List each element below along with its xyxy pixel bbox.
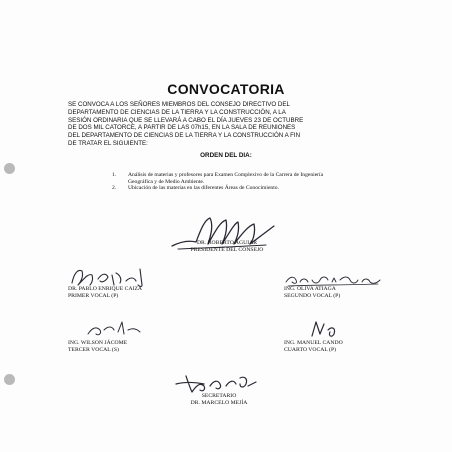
agenda-item-text: Análisis de materias y profesores para Examen Complexivo de la Carrera de Ingeniería xyxy=(128,172,324,178)
signatory-name: DR. ROBERTO AGUIAR xyxy=(196,240,258,246)
paragraph-line: DE DOS MIL CATORCE, A PARTIR DE LAS 07h15, EN LA SALA DE REUNIONES xyxy=(68,124,296,132)
paragraph-line: SE CONVOCA A LOS SEÑORES MIEMBROS DEL CONSEJO DIRECTIVO DEL xyxy=(68,101,290,108)
agenda-heading: ORDEN DEL DIA: xyxy=(200,152,252,159)
convocation-paragraph xyxy=(68,101,394,148)
fourth-vocal-signature-block xyxy=(284,340,343,353)
punch-hole xyxy=(4,374,15,385)
signatory-name: DR. MARCELO MEJÍA xyxy=(190,399,248,406)
paragraph-line: SESIÓN ORDINARIA QUE SE LLEVARÁ A CABO EL DÍA JUEVES 23 DE OCTUBRE xyxy=(68,116,304,124)
agenda-item-text: Ubicación de las materias en las diferentes Áreas de Conocimiento. xyxy=(128,185,279,192)
secretary-signature-block xyxy=(174,393,264,406)
signatory-role: TERCER VOCAL (S) xyxy=(68,346,119,353)
signatory-role: SECRETARIO xyxy=(201,393,237,399)
first-vocal-signature-block xyxy=(68,286,142,299)
signatory-role: PRESIDENTE DEL CONSEJO xyxy=(190,246,264,253)
agenda-item-number: 2. xyxy=(112,185,117,192)
president-signature-block xyxy=(172,240,282,253)
signatory-name: DR. PABLO ENRIQUE CAIZA xyxy=(68,286,143,292)
agenda-list xyxy=(112,172,402,192)
document-title: CONVOCATORIA xyxy=(167,81,285,97)
paragraph-line: DEPARTAMENTO DE CIENCIAS DE LA TIERRA Y LA CONSTRUCCIÓN, A LA xyxy=(68,108,286,116)
signatory-role: PRIMER VOCAL (P) xyxy=(68,292,119,299)
signatory-name: ING. WILSON JÁCOME xyxy=(68,340,128,346)
fourth-vocal-signature xyxy=(306,318,346,340)
signatory-role: CUARTO VOCAL (P) xyxy=(284,346,337,353)
signatory-role: SEGUNDO VOCAL (P) xyxy=(284,292,341,299)
third-vocal-signature xyxy=(84,318,144,340)
agenda-item xyxy=(112,185,402,192)
agenda-item-text: Geográfica y de Medio Ambiente. xyxy=(128,178,205,185)
agenda-item xyxy=(112,172,402,185)
third-vocal-signature-block xyxy=(68,340,127,353)
agenda-item-number: 1. xyxy=(112,172,117,178)
signatory-name: ING. MANUEL CANDO xyxy=(284,340,343,346)
paragraph-line: DEL DEPARTAMENTO DE CIENCIAS DE LA TIERRA Y LA CONSTRUCCIÓN A FIN xyxy=(68,132,301,140)
punch-hole xyxy=(4,163,15,174)
paragraph-line: DE TRATAR EL SIGUIENTE: xyxy=(68,139,148,147)
second-vocal-signature-block xyxy=(284,286,340,299)
signatory-name: ING. OLIVA ATIAGA xyxy=(284,286,336,292)
